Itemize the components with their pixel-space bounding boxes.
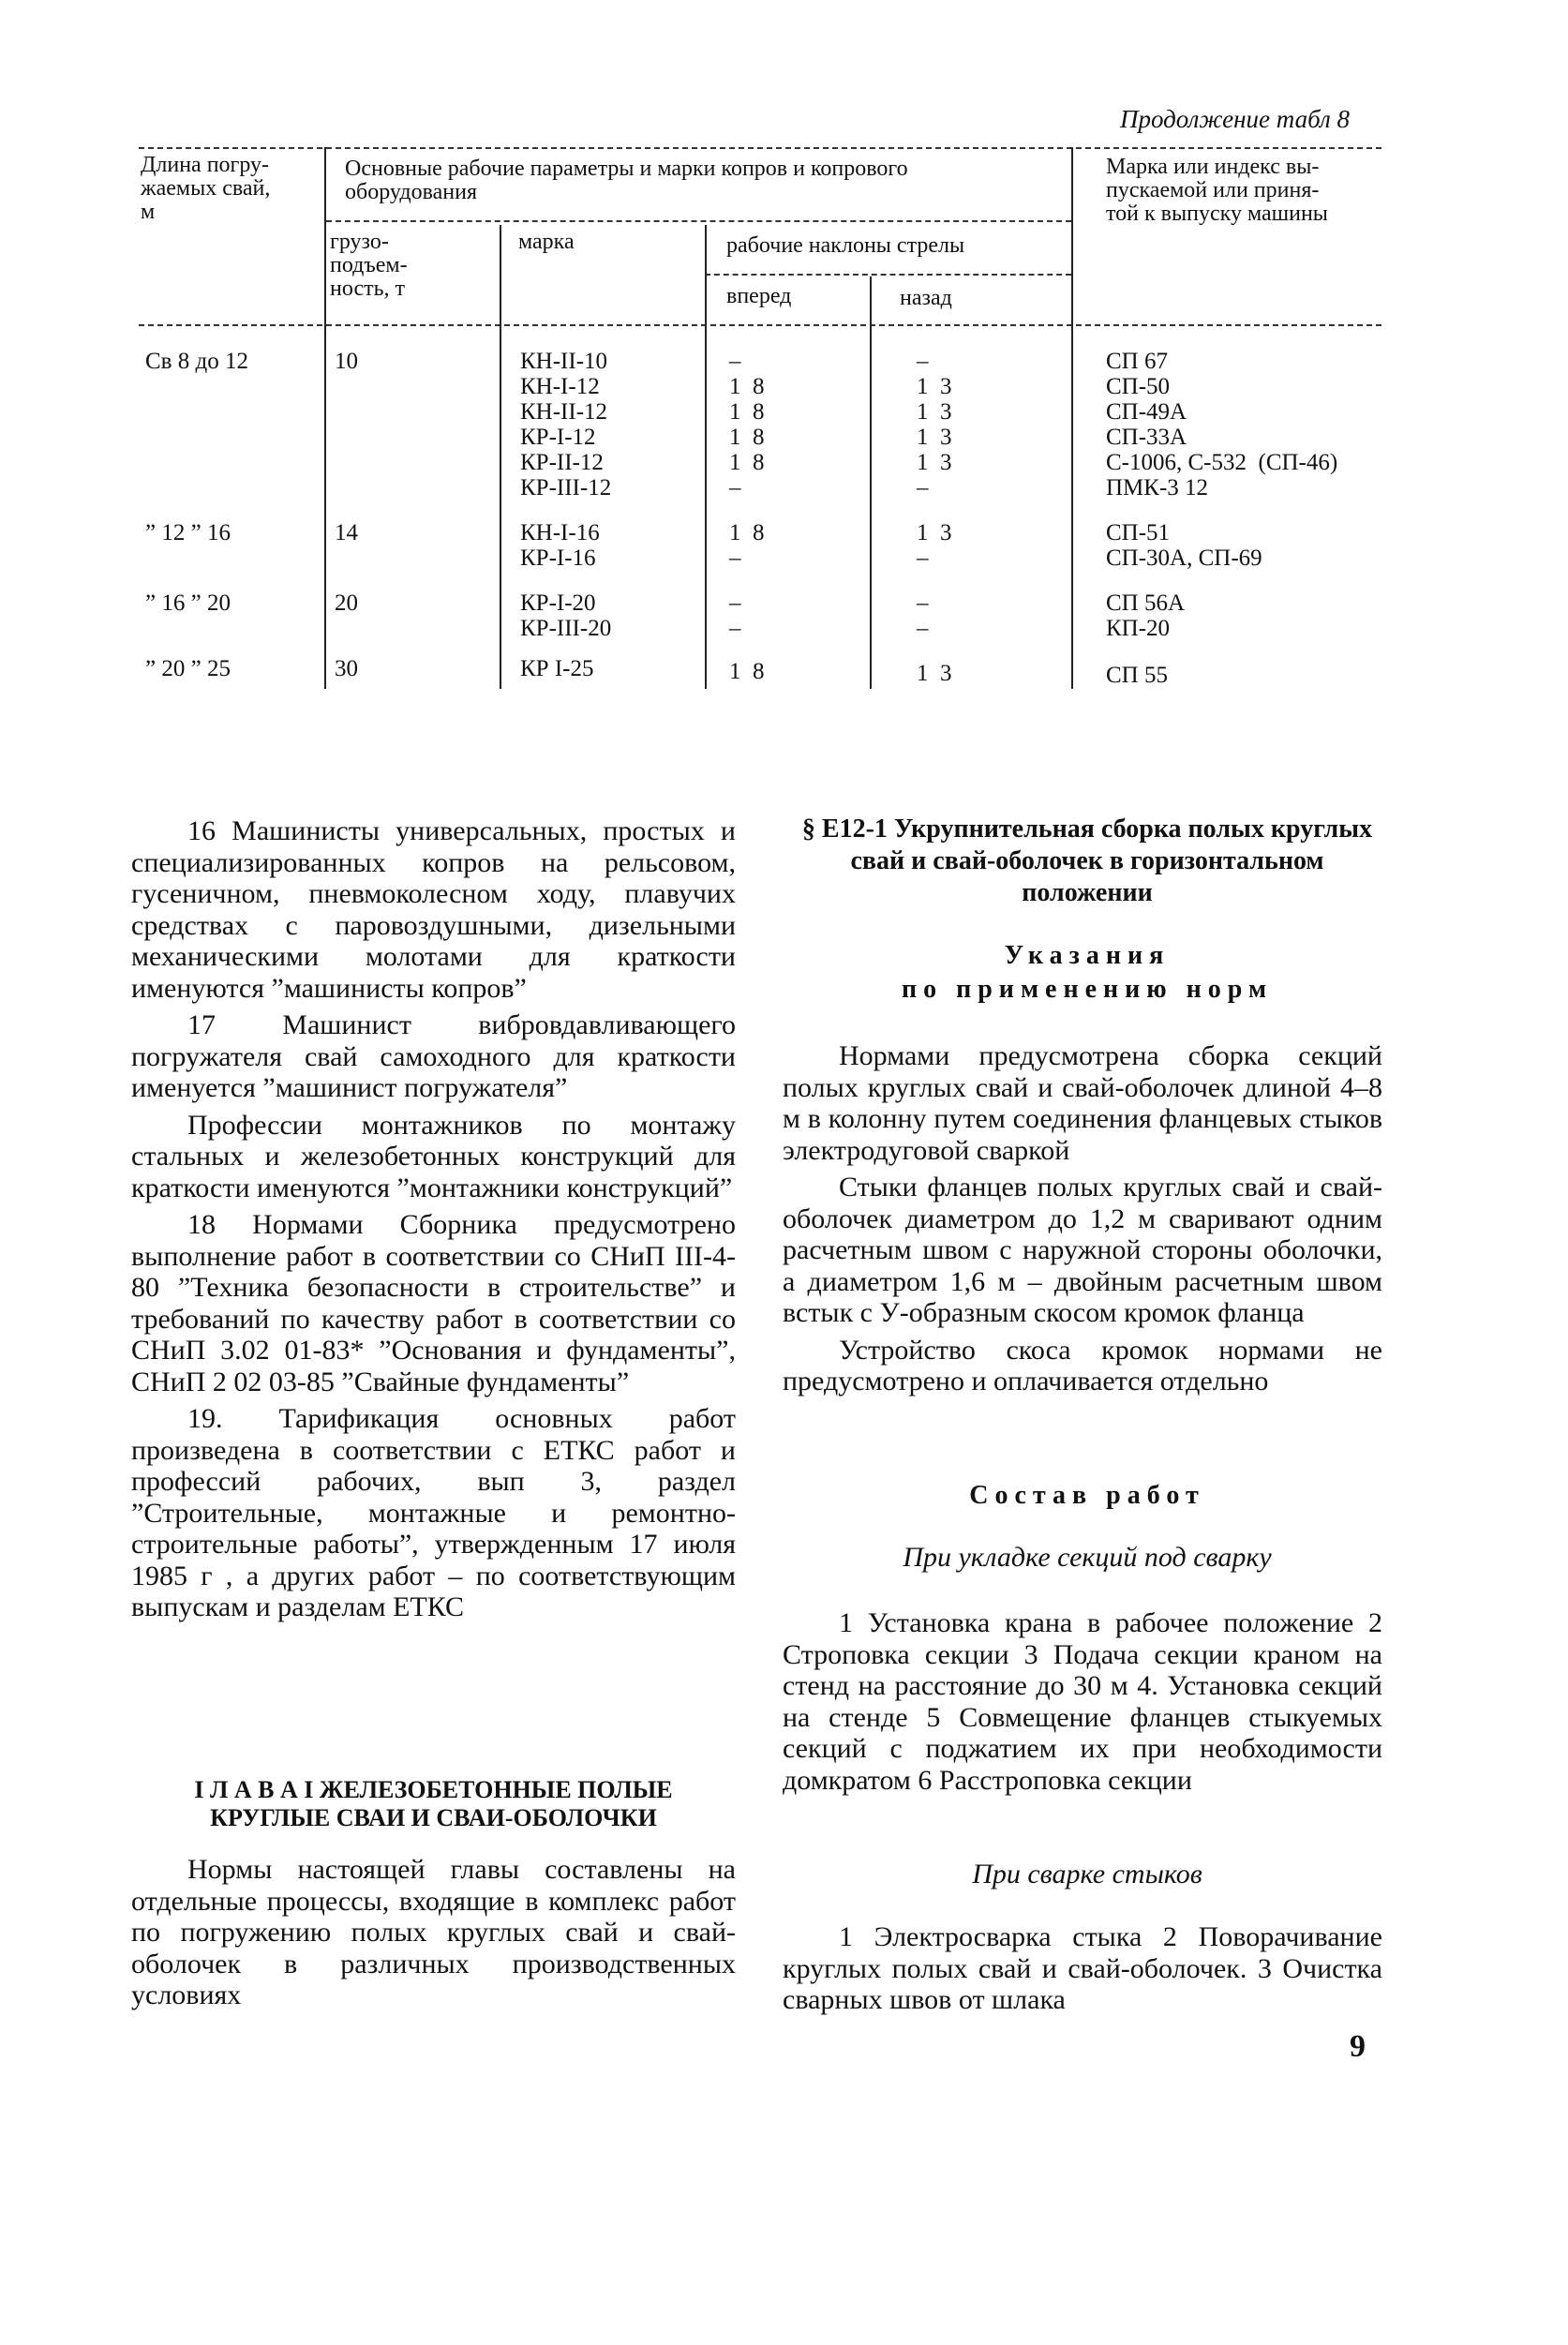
header-main-params: Основные рабочие параметры и марки копров и копрового оборудования [345,157,908,204]
header-forward: вперед [726,284,792,308]
row3-capacity: 20 [335,590,358,616]
guidance-heading-line2: по применению норм [901,975,1274,1004]
row2-capacity: 14 [335,520,358,545]
row4-capacity: 30 [335,656,358,681]
row3-length: ” 16 ” 20 [145,590,231,616]
guidance-paragraph-3: Устройство скоса кромок нормами не предусмотрено и оплачивается отдельно [783,1334,1382,1397]
guidance-heading-line1: Указания [1004,941,1171,970]
table-tilt-rule [705,274,1071,276]
row3-machine: СП 56А КП-20 [1106,590,1186,641]
chapter-heading [131,1776,736,1832]
row3-forward: – – [729,590,741,641]
chapter-intro-text: Нормы настоящей главы составлены на отдельные процессы, входящие в комплекс работ по погружению полых круглых свай и свай-оболочек в различных производственных условиях [131,1854,736,2010]
header-capacity: грузо- подъем- ность, т [330,230,408,301]
row1-marks: КН-II-10 КН-I-12 КН-II-12 КР-I-12 КР-II-12 КР-III-12 [520,349,612,500]
guidance-text [783,1040,1382,1397]
welding-steps-text: 1 Электросварка стыка 2 Поворачивание круглых полых свай и свай-оболочек. 3 Очистка сварных швов от шлака [783,1921,1382,2015]
row4-forward: 1 8 [729,659,765,684]
section-title: § Е12-1 Укрупнительная сборка полых круглых свай и свай-оболочек в горизонтальном положении [801,814,1373,907]
header-mark: марка [518,230,575,254]
paragraph-18: 18 Нормами Сборника предусмотрено выполнение работ в соответствии со СНиП III-4-80 ”Техника безопасности в строительстве” и требований по качеству работ в соответствии со СНиП 3.02 01-83* ”Основания и фундаменты”, СНиП 2 02 03-85 ”Свайные фундаменты” [131,1209,736,1397]
row4-machine: СП 55 [1106,663,1168,688]
table-col-divider-4 [870,276,872,689]
row1-capacity: 10 [335,349,358,374]
table-continuation-caption: Продолжение табл 8 [1120,105,1351,133]
guidance-heading [787,939,1387,1007]
row2-machine: СП-51 СП-30А, СП-69 [1106,520,1262,571]
page-number: 9 [1350,2029,1366,2064]
laying-steps-text: 1 Установка крана в рабочее положение 2 Строповка секции 3 Подача секции краном на стенд на расстояние до 30 м 4. Установка секций на стенде 5 Совмещение фланцев стыкуемых секций с поджатием их при необходимости домкратом 6 Расстроповка секции [783,1607,1382,1796]
row4-marks: КР I-25 [520,656,594,681]
subheading-laying: При укладке секций под сварку [903,1542,1272,1573]
row4-back: 1 3 [917,661,952,686]
guidance-paragraph-1: Нормами предусмотрена сборка секций полых круглых свай и свай-оболочек длиной 4–8 м в колонну путем соединения фланцевых стыков электродуговой сваркой [783,1040,1382,1166]
row4-length: ” 20 ” 25 [145,656,231,681]
paragraph-16: 16 Машинисты универсальных, простых и специализированных копров на рельсовом, гусеничном, пневмоколесном ходу, плавучих средствах с паровоздушными, дизельными механическими молотами для краткости именуются ”машинисты копров” [131,815,736,1004]
chapter-intro [131,1854,736,2011]
row1-back: – 1 3 1 3 1 3 1 3 – [917,349,952,500]
table-col-divider-1 [324,147,326,689]
row2-forward: 1 8 – [729,520,765,571]
row1-machine: СП 67 СП-50 СП-49А СП-33А С-1006, С-532 (СП-46) ПМК-3 12 [1106,349,1338,500]
table-col-divider-2 [500,225,501,689]
header-machine: Марка или индекс вы- пускаемой или приня- той к выпуску машины [1106,155,1328,226]
row1-length: Св 8 до 12 [145,349,248,374]
row2-back: 1 3 – [917,520,952,571]
row3-back: – – [917,590,929,641]
table-col-divider-3 [705,225,707,689]
row2-marks: КН-I-16 КР-I-16 [520,520,600,571]
paragraph-17-professions: Профессии монтажников по монтажу стальных и железобетонных конструкций для краткости именуются ”монтажники конструкций” [131,1109,736,1203]
paragraph-17: 17 Машинист вибровдавливающего погружателя свай самоходного для краткости именуется ”машинист погружателя” [131,1009,736,1103]
header-pile-length: Длина погру- жаемых свай, м [141,153,271,224]
chapter-heading-line1: I Л А В А I ЖЕЛЕЗОБЕТОННЫЕ ПОЛЫЕ [194,1776,673,1803]
welding-steps [783,1921,1382,2016]
row1-forward: – 1 8 1 8 1 8 1 8 – [729,349,765,500]
left-column [131,815,736,1623]
paragraph-19: 19. Тарификация основных работ произведена в соответствии с ЕТКС работ и профессий рабочих, вып 3, раздел ”Строительные, монтажные и ремонтно-строительные работы”, утвержденным 17 июля 1985 г , а других работ – по соответствующим выпускам и разделам ЕТКС [131,1403,736,1622]
chapter-heading-line2: КРУГЛЫЕ СВАИ И СВАИ-ОБОЛОЧКИ [210,1804,657,1831]
table-col-divider-5 [1071,147,1073,689]
guidance-paragraph-2: Стыки фланцев полых круглых свай и свай-оболочек диаметром до 1,2 м сваривают одним расчетным швом с наружной стороны оболочки, а диаметром 1,6 м – двойным расчетным швом встык с У-образным скосом кромок фланца [783,1172,1382,1328]
header-back: назад [900,286,952,310]
header-tilt: рабочие наклоны стрелы [726,233,965,258]
table-subheader-rule [326,220,1071,222]
row2-length: ” 12 ” 16 [145,520,231,545]
composition-heading: Состав работ [969,1481,1205,1510]
row3-marks: КР-I-20 КР-III-20 [520,590,612,641]
subheading-welding: При сварке стыков [972,1859,1202,1889]
laying-steps [783,1607,1382,1796]
